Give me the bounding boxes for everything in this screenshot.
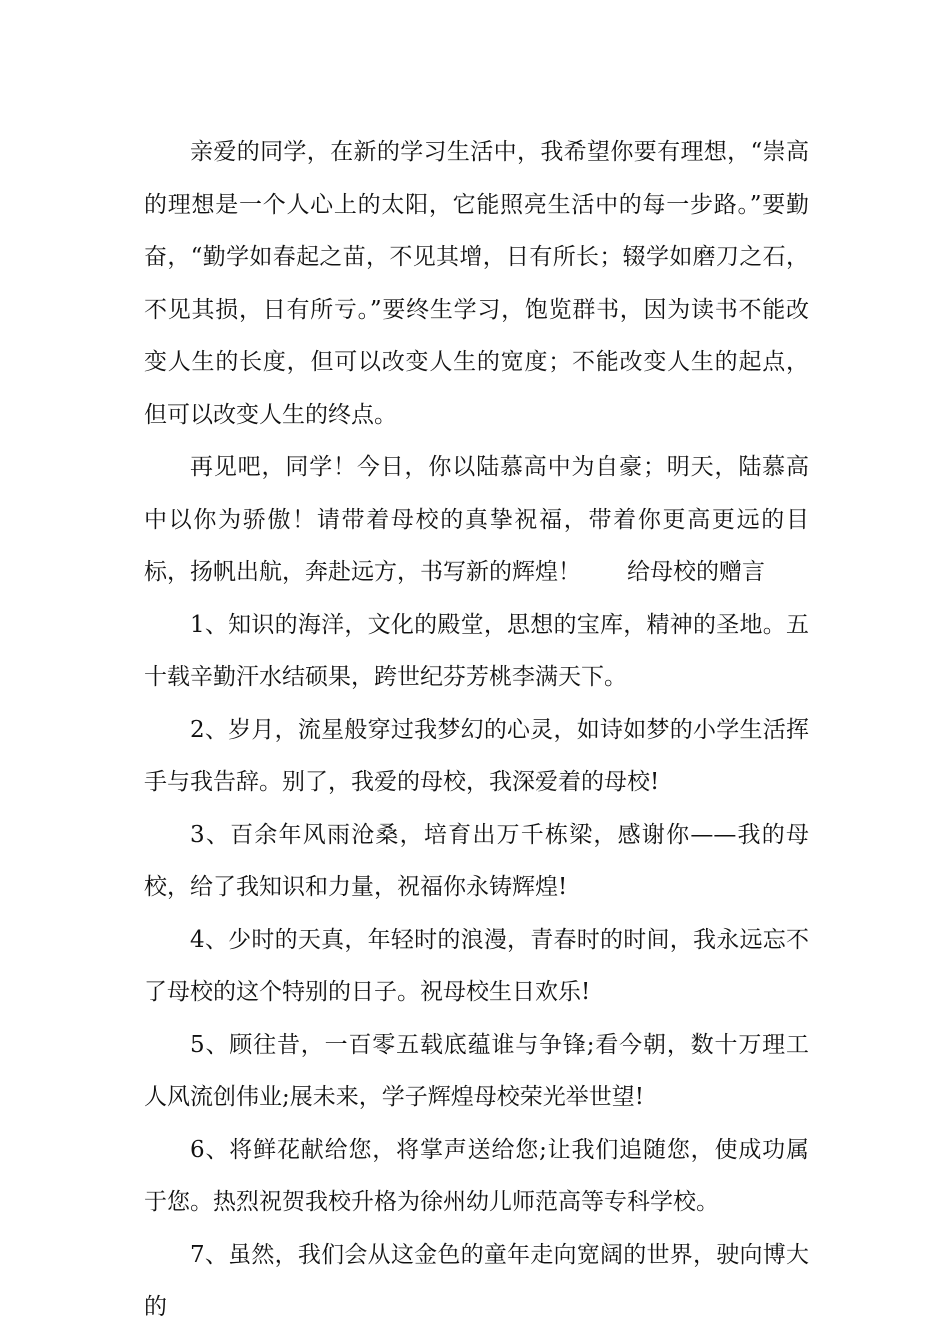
list-item: 7、虽然，我们会从这金色的童年走向宽阔的世界，驶向博大的: [144, 1241, 809, 1320]
list-item: 1、知识的海洋，文化的殿堂，思想的宝库，精神的圣地。五十载辛勤汗水结硕果，跨世纪芬芳桃李满天下。: [144, 611, 809, 690]
list-item: 6、将鲜花献给您，将掌声送给您;让我们追随您，使成功属于您。热烈祝贺我校升格为徐州幼儿师范高等专科学校。: [144, 1136, 809, 1215]
paragraph-advice: 亲爱的同学，在新的学习生活中，我希望你要有理想，“崇高的理想是一个人心上的太阳，它能照亮生活中的每一步路。”要勤奋，“勤学如春起之苗，不见其增，日有所长；辍学如磨刀之石，不见其损，日有所亏。”要终生学习，饱览群书，因为读书不能改变人生的长度，但可以改变人生的宽度；不能改变人生的起点，但可以改变人生的终点。: [144, 139, 809, 428]
list-item: 4、少时的天真，年轻时的浪漫，青春时的时间，我永远忘不了母校的这个特别的日子。祝母校生日欢乐!: [144, 926, 809, 1005]
list-item: 2、岁月，流星般穿过我梦幻的心灵，如诗如梦的小学生活挥手与我告辞。别了，我爱的母校，我深爱着的母校!: [144, 716, 809, 795]
list-item: 5、顾往昔，一百零五载底蕴谁与争锋;看今朝，数十万理工人风流创伟业;展未来，学子辉煌母校荣光举世望!: [144, 1031, 809, 1110]
list-item: 3、百余年风雨沧桑，培育出万千栋梁，感谢你——我的母校，给了我知识和力量，祝福你永铸辉煌!: [144, 821, 809, 900]
document-body: [144, 126, 809, 1334]
paragraph-farewell: 再见吧，同学！今日，你以陆慕高中为自豪；明天，陆慕高中以你为骄傲！请带着母校的真挚祝福，带着你更高更远的目标，扬帆出航，奔赴远方，书写新的辉煌！ 给母校的赠言: [144, 454, 809, 585]
